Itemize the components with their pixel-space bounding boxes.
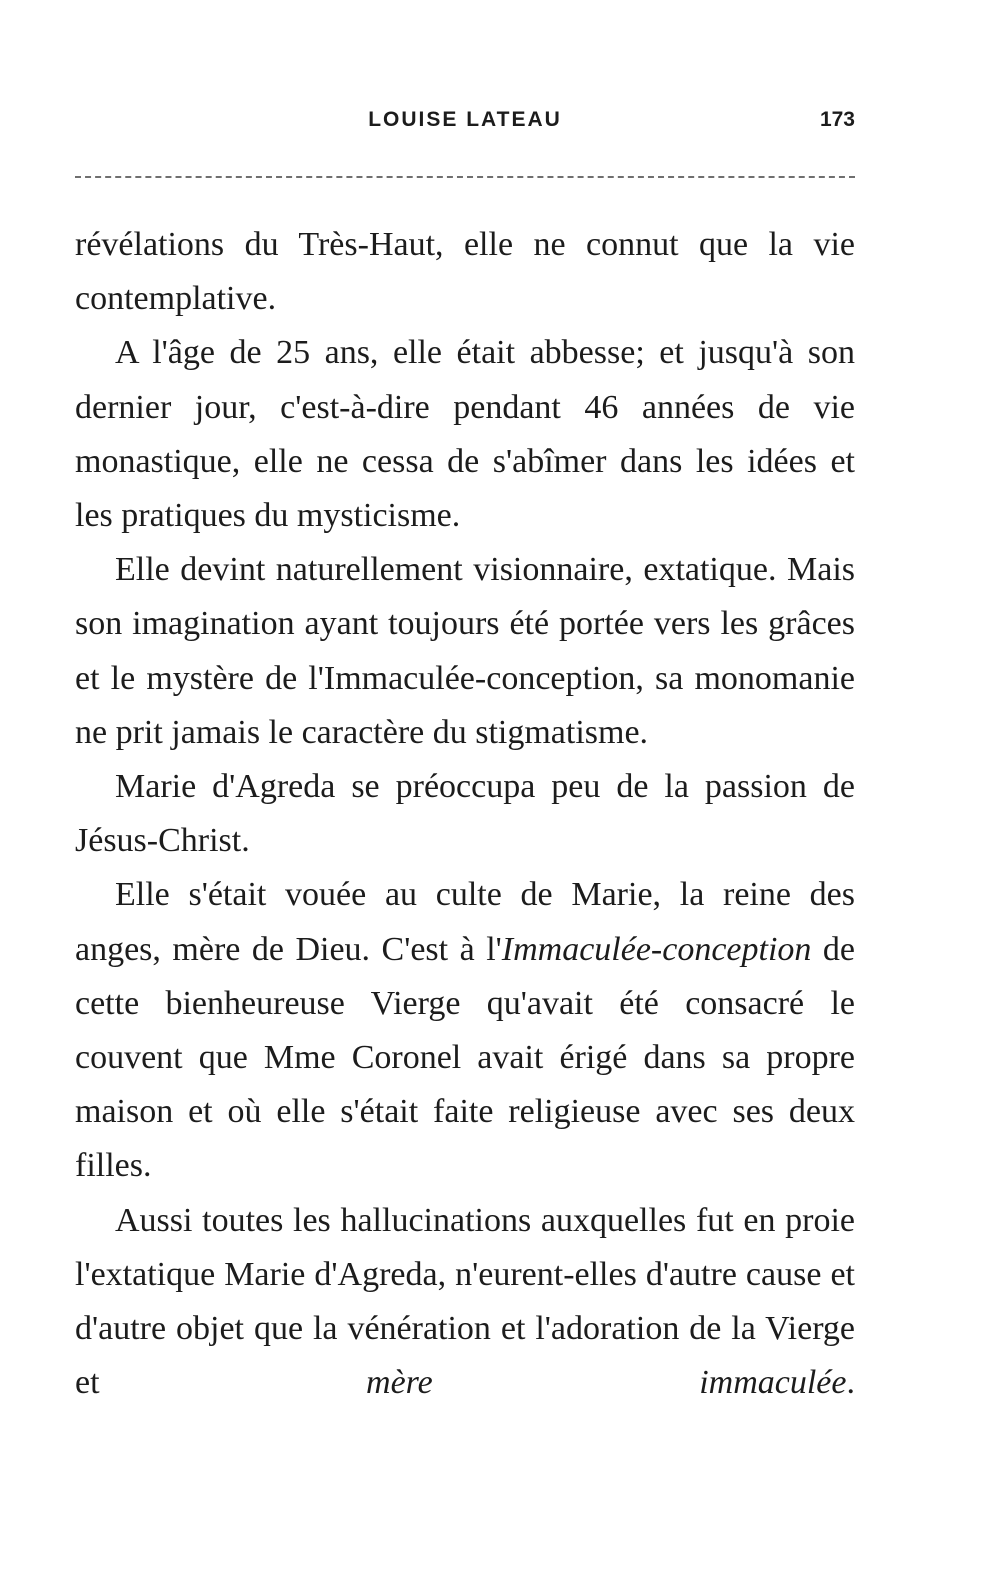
header-rule <box>75 176 855 178</box>
page-number: 173 <box>819 108 855 131</box>
paragraph-6-text-a: Aussi toutes les hallucinations auxquelles fut en proie l'extatique Marie d'Agreda, n'eurent-elles d'autre cause et d'autre objet que la vénération et l'adoration de la Vierge et <box>75 1201 855 1402</box>
paragraph-6-italic: mère immaculée <box>366 1364 847 1402</box>
paragraph-4: Marie d'Agreda se préoccupa peu de la passion de Jésus-Christ. <box>75 768 855 860</box>
body-text <box>75 218 855 1410</box>
paragraph-1: révélations du Très-Haut, elle ne connut que la vie contemplative. <box>75 226 855 318</box>
running-head <box>75 108 855 138</box>
paragraph-6-text-b: . <box>846 1364 855 1402</box>
paragraph-2: A l'âge de 25 ans, elle était abbesse; et jusqu'à son dernier jour, c'est-à-dire pendant 46 années de vie monastique, elle ne cessa de s'abîmer dans les idées et les pratiques du mysticisme. <box>75 334 855 535</box>
paragraph-5-text-b: de cette bienheureuse Vierge qu'avait été consacré le couvent que Mme Coronel avait érigé dans sa propre maison et où elle s'était faite religieuse avec ses deux filles. <box>75 930 856 1185</box>
paragraph-5-italic: Immaculée-conception <box>501 930 812 968</box>
paragraph-5-text-a: Elle s'était vouée au culte de Marie, la reine des anges, mère de Dieu. C'est à l' <box>75 876 855 968</box>
paragraph-5 <box>75 868 855 1193</box>
running-title: LOUISE LATEAU <box>368 108 562 131</box>
paragraph-6 <box>75 1194 855 1411</box>
paragraph-3: Elle devint naturellement visionnaire, extatique. Mais son imagination ayant toujours été portée vers les grâces et le mystère de l'Immaculée-conception, sa monomanie ne prit jamais le caractère du stigmatisme. <box>75 551 855 751</box>
